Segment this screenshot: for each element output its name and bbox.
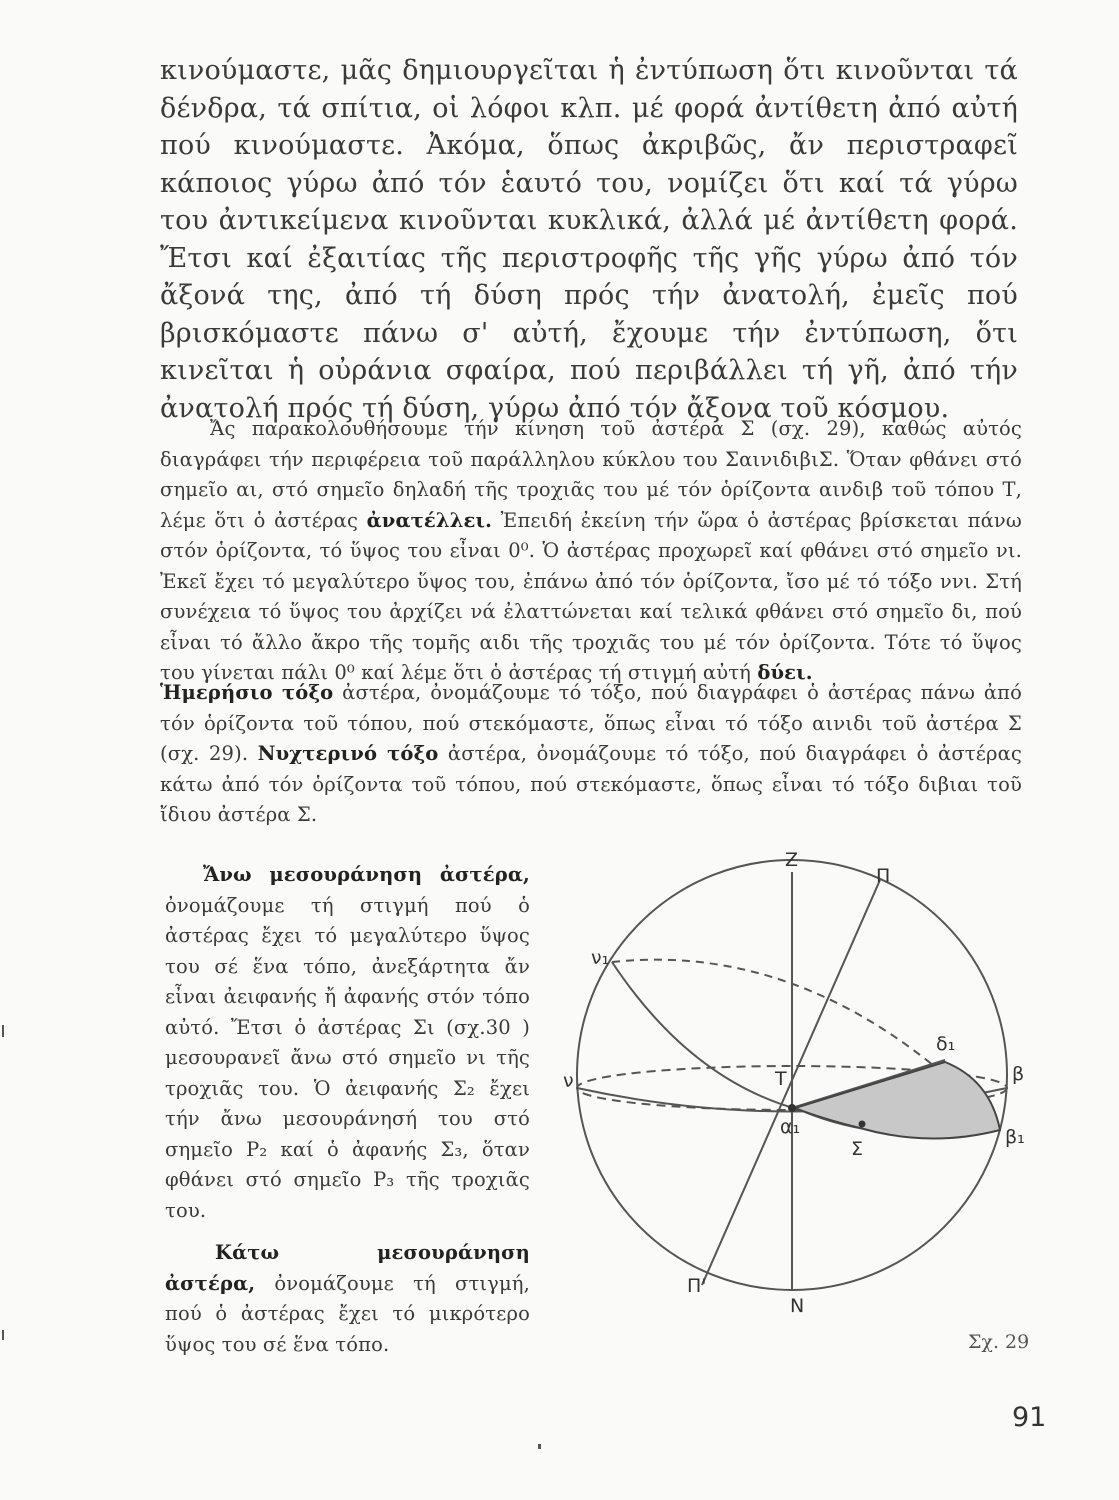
label-alpha1: α₁ [780, 1116, 801, 1138]
label-nu1: ν₁ [591, 947, 610, 969]
upper-culmination-paragraph [165, 860, 530, 1226]
upper-culmination-definition: ὀνομάζουμε τή στιγμή πού ὁ ἀστέρας ἔχει τό μεγαλύτερο ὕψος του σέ ἕνα τόπο, ἀνεξάρτητα ἄν εἶναι ἀειφανής ἤ ἀφανής στόν τόπο αὐτό. Ἔτσι ὁ ἀστέρας Σι (σχ.30 ) μεσουρανεῖ ἄνω στό σημεῖο νι τῆς τροχιᾶς του. Ὁ ἀειφανής Σ₂ ἔχει τήν ἄνω μεσουράνησή του στό σημεῖο Ρ₂ καί ὁ ἀφανής Σ₃, ὅταν φθάνει στό σημεῖο Ρ₃ τῆς τροχιᾶς του. [165, 893, 530, 1222]
figure-caption: Σχ. 29 [968, 1331, 1030, 1353]
term-sets: δύει. [757, 661, 813, 684]
label-beta1: β₁ [1005, 1126, 1025, 1148]
scan-speck [538, 1444, 541, 1449]
intro-paragraph: κινούμαστε, μᾶς δημιουργεῖται ἡ ἐντύπωση ὅτι κινοῦνται τά δένδρα, τά σπίτια, οἱ λόφοι κλπ. μέ φορά ἀντίθετη ἀπό αὐτή πού κινούμαστε. Ἀκόμα, ὅπως ἀκριβῶς, ἄν περιστραφεῖ κάποιος γύρω ἀπό τόν ἑαυτό του, νομίζει ὅτι καί τά γύρω του ἀντικείμενα κινοῦνται κυκλικά, ἀλλά μέ ἀντίθετη φορά. Ἔτσι καί ἐξαιτίας τῆς περιστροφῆς τῆς γῆς γύρω ἀπό τόν ἄξονά της, ἀπό τή δύση πρός τήν ἀνατολή, ἐμεῖς πού βρισκόμαστε πάνω σ' αὐτή, ἔχουμε τήν ἐντύπωση, ὅτι κινεῖται ἡ οὐράνια σφαίρα, πού περιβάλλει τή γῆ, ἀπό τήν ἀνατολή πρός τή δύση, γύρω ἀπό τόν ἄξονα τοῦ κόσμου. [160, 55, 1018, 424]
label-pi-prime: Π' [687, 1275, 707, 1297]
diurnal-arc-shading [795, 1062, 1000, 1139]
term-nocturnal-arc: Νυχτερινό τόξο [257, 742, 439, 765]
label-nu: ν [563, 1070, 574, 1092]
star-motion-text-2: Ἐπειδή ἐκείνη τήν ὥρα ὁ ἀστέρας βρίσκεται πάνω στόν ὁρίζοντα, τό ὕψος του εἶναι 0⁰. Ὁ ἀστέρας προχωρεῖ καί φθάνει στό σημεῖο νι. Ἐκεῖ ἔχει τό μεγαλύτερο ὕψος του, ἐπάνω ἀπό τόν ὁρίζοντα, ἴσο μέ τό τόξο ννι. Στή συνέχεια τό ὕψος του ἀρχίζει νά ἐλαττώνεται καί τελικά φθάνει στό σημεῖο δι, πού εἶναι τό ἄλλο ἄκρο τῆς τομῆς αιδι τῆς τροχιᾶς του μέ τόν ὁρίζοντα. Τότε τό ὕψος του γίνεται πάλι 0⁰ καί λέμε ὅτι ὁ ἀστέρας τή στιγμή αὐτή [160, 508, 1022, 684]
term-upper-culmination: Ἄνω μεσουράνηση ἀστέρα, [203, 863, 530, 886]
diurnal-arc-definition: ἀστέρα, ὀνομάζουμε τό τόξο, πού διαγράφει ὁ ἀστέρας πάνω ἀπό τόν ὁρίζοντα τοῦ τόπου, πού στεκόμαστε, ὅπως εἶναι τό τόξο αινιδι τοῦ ἀστέρα Σ (σχ. 29). [160, 681, 1022, 765]
lower-culmination-definition: ὀνομάζουμε τή στιγμή, πού ὁ ἀστέρας ἔχει τό μικρότερο ὕψος του σέ ἕνα τόπο. [165, 1271, 530, 1356]
label-delta1: δ₁ [936, 1033, 956, 1055]
label-t: Τ [775, 1068, 787, 1090]
term-lower-culmination: Κάτω μεσουράνηση ἀστέρα, [165, 1241, 530, 1295]
star-motion-paragraph [160, 414, 1022, 689]
term-diurnal-arc: Ἡμερήσιο τόξο [160, 681, 334, 704]
arcs-paragraph [160, 678, 1022, 831]
label-sigma: Σ [851, 1138, 864, 1160]
point-t-marker [788, 1104, 796, 1112]
star-motion-text-1: Ἄς παρακολουθήσουμε τήν κίνηση τοῦ ἀστέρα Σ (σχ. 29), καθώς αὐτός διαγράφει τήν περιφέρεια τοῦ παράλληλου κύκλου του ΣαινιδιβιΣ. Ὅταν φθάνει στό σημεῖο αι, στό σημεῖο δηλαδή τῆς τροχιᾶς του μέ τόν ὁρίζοντα αινδιβ τοῦ τόπου Τ, λέμε ὅτι ὁ ἀστέρας [160, 417, 1022, 532]
celestial-sphere-figure [550, 840, 1050, 1360]
term-rises: ἀνατέλλει. [366, 508, 493, 532]
label-pole-pi: Π [876, 865, 891, 887]
star-sigma-marker [859, 1121, 866, 1128]
nocturnal-arc-definition: ἀστέρα, ὀνομάζουμε τό τόξο, πού διαγράφει ὁ ἀστέρας κάτω ἀπό τόν ὁρίζοντα τοῦ τόπου, πού στεκόμαστε, ὅπως εἶναι τό τόξο διβιαι τοῦ ἴδιου ἀστέρα Σ. [160, 742, 1022, 826]
label-zenith: Z [785, 849, 799, 871]
margin-scan-mark [2, 1330, 4, 1340]
lower-culmination-paragraph [165, 1238, 530, 1360]
label-nadir: Ν [790, 1295, 805, 1317]
margin-scan-mark [2, 1025, 4, 1037]
label-beta: β [1012, 1063, 1025, 1085]
page-number: 91 [1012, 1402, 1047, 1433]
